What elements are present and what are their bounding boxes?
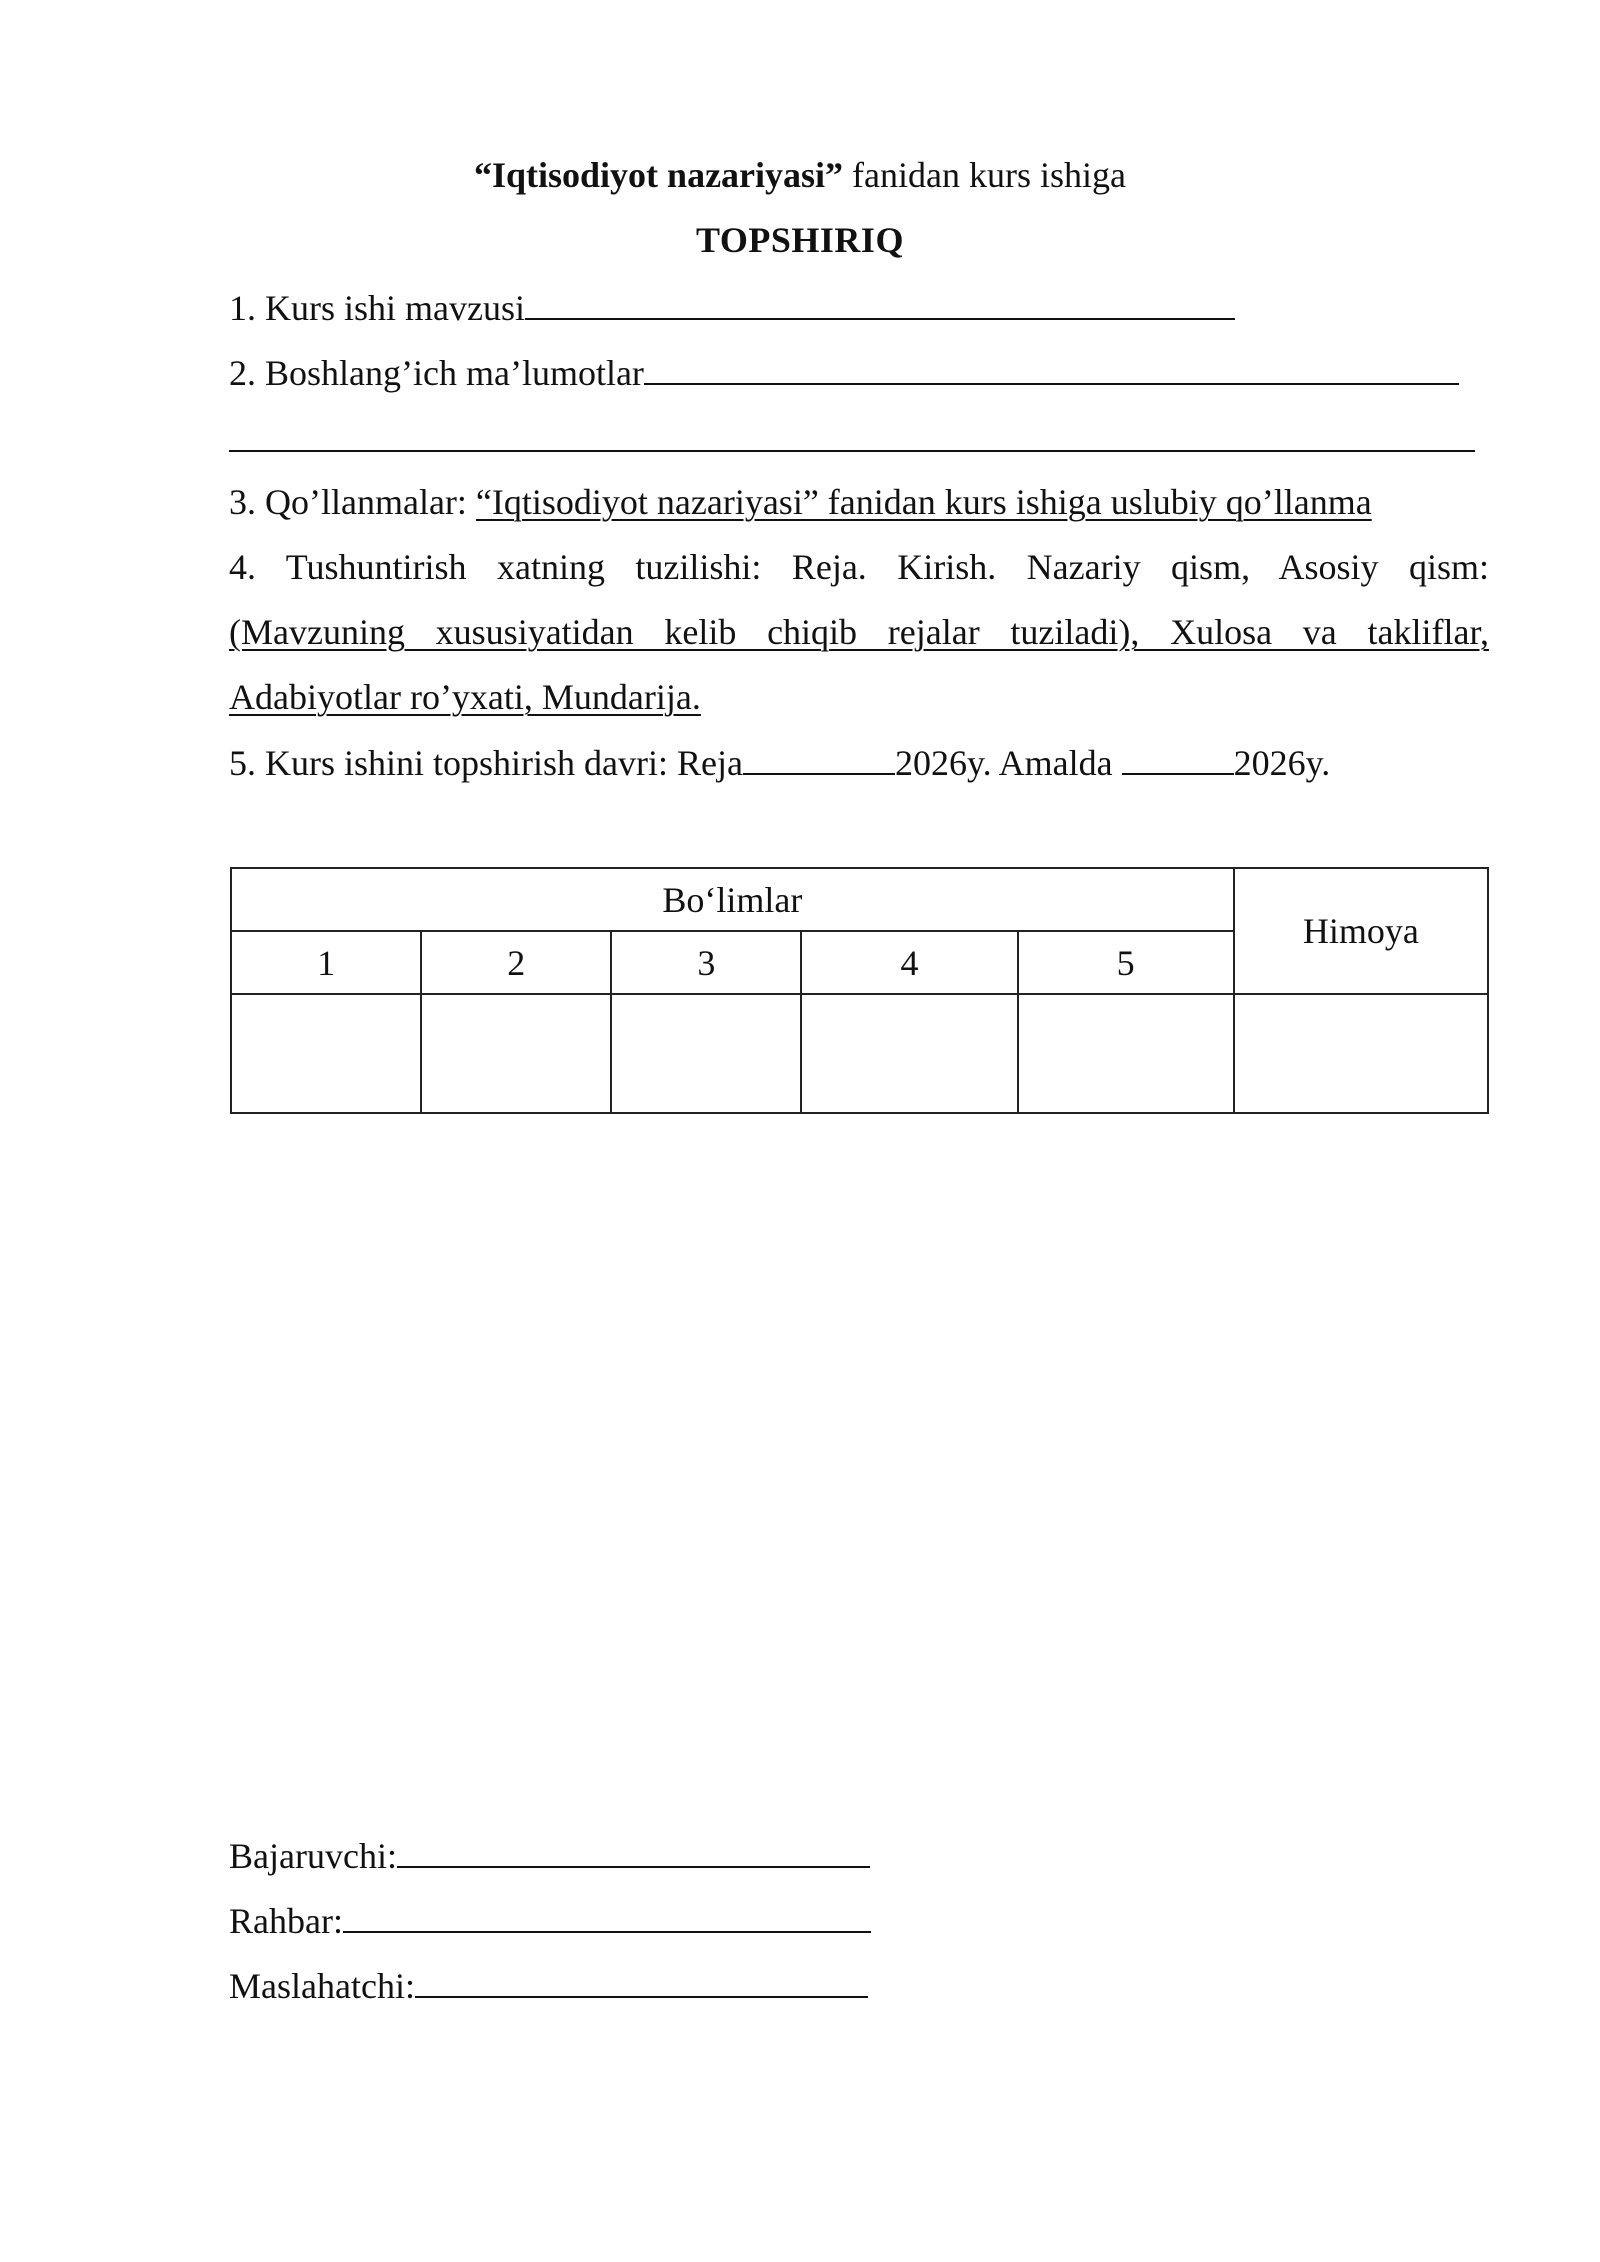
executor-blank (397, 1830, 870, 1868)
section-col-5: 5 (1018, 931, 1234, 994)
sections-table (230, 867, 1489, 1114)
section-col-3: 3 (611, 931, 801, 994)
actual-date-blank (1122, 737, 1234, 775)
item-structure-line-2: (Mavzuning xususiyatidan kelib chiqib rejalar tuziladi), Xulosa va takliflar, (229, 612, 1489, 652)
section-col-2: 2 (421, 931, 611, 994)
item-structure-line-3 (229, 672, 1489, 722)
item-submission-period (229, 737, 1489, 788)
manuals-label: 3. Qo’llanmalar: (229, 482, 476, 522)
item-initial-data (229, 347, 1489, 398)
plan-year: 2026y. Amalda (894, 743, 1122, 783)
supervisor-blank (343, 1895, 871, 1933)
actual-year: 2026y. (1233, 743, 1331, 783)
consultant-signature (229, 1960, 868, 2011)
initial-data-blank (644, 347, 1459, 385)
section-col-4: 4 (801, 931, 1017, 994)
initial-data-label: 2. Boshlang’ich ma’lumotlar (229, 353, 644, 393)
section-cell-5 (1018, 994, 1234, 1113)
manuals-value: “Iqtisodiyot nazariyasi” fanidan kurs ishiga uslubiy qo’llanma (475, 482, 1372, 522)
section-col-1: 1 (231, 931, 421, 994)
structure-underlined-end: Adabiyotlar ro’yxati, Mundarija. (229, 677, 701, 717)
defense-header: Himoya (1234, 868, 1488, 994)
sections-header: Bo‘limlar (231, 868, 1234, 931)
defense-cell (1234, 994, 1488, 1113)
subject-name: “Iqtisodiyot nazariyasi” (474, 155, 844, 195)
consultant-blank (415, 1960, 868, 1998)
submission-label: 5. Kurs ishini topshirish davri: Reja (229, 743, 743, 783)
consultant-label: Maslahatchi: (229, 1966, 415, 2006)
initial-data-blank-line-2 (229, 450, 1475, 452)
executor-label: Bajaruvchi: (229, 1836, 397, 1876)
topic-blank (525, 282, 1235, 320)
item-manuals (229, 477, 1489, 527)
section-cell-1 (231, 994, 421, 1113)
document-title (0, 150, 1600, 200)
item-structure-line-1: 4. Tushuntirish xatning tuzilishi: Reja. Kirish. Nazariy qism, Asosiy qism: (229, 547, 1489, 587)
section-cell-2 (421, 994, 611, 1113)
plan-date-blank (743, 737, 895, 775)
document-heading: TOPSHIRIQ (696, 220, 904, 260)
section-cell-4 (801, 994, 1017, 1113)
item-topic (229, 282, 1489, 333)
supervisor-label: Rahbar: (229, 1901, 343, 1941)
topic-label: 1. Kurs ishi mavzusi (229, 288, 525, 328)
executor-signature (229, 1830, 870, 1881)
supervisor-signature (229, 1895, 871, 1946)
title-suffix: fanidan kurs ishiga (843, 155, 1126, 195)
section-cell-3 (611, 994, 801, 1113)
